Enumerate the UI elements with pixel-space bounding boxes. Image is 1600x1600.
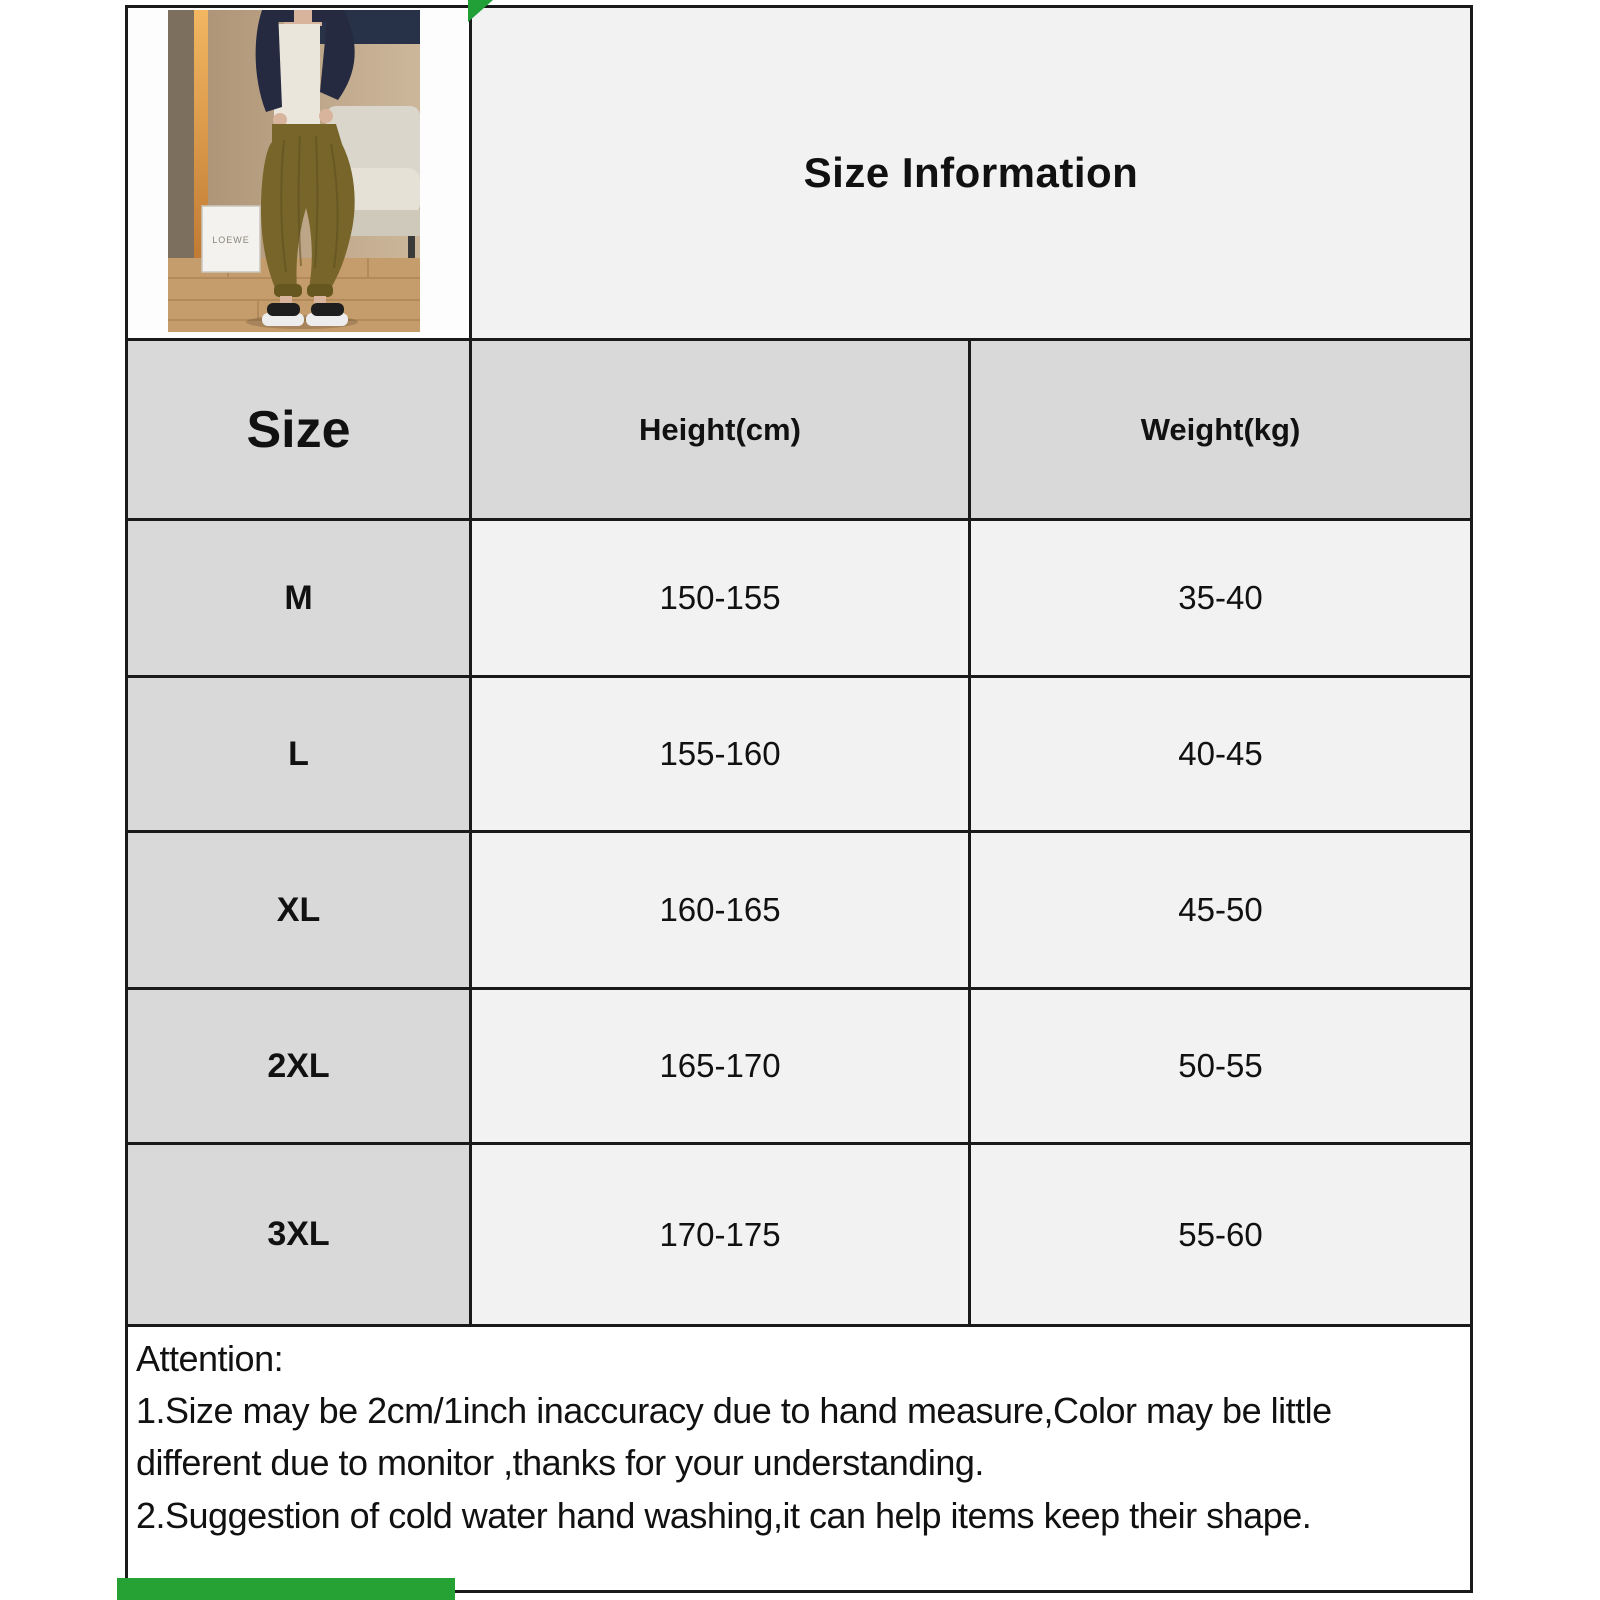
row-2xl-weight: 50-55 — [971, 990, 1470, 1142]
row-l-size: L — [128, 678, 469, 830]
column-header-height: Height(cm) — [472, 341, 968, 518]
column-header-size: Size — [128, 341, 469, 518]
row-xl-height: 160-165 — [472, 833, 968, 987]
page-title: Size Information — [803, 149, 1139, 196]
bag-label: LOEWE — [212, 235, 250, 245]
attention-block — [128, 1327, 1470, 1590]
row-m-size: M — [128, 521, 469, 675]
product-photo-illustration — [168, 10, 420, 332]
attention-note-2: 2.Suggestion of cold water hand washing,it can help items keep their shape. — [136, 1494, 1312, 1536]
row-2xl-height: 165-170 — [472, 990, 968, 1142]
row-xl-size: XL — [128, 833, 469, 987]
wall-panel — [168, 10, 194, 262]
row-xl-weight: 45-50 — [971, 833, 1470, 987]
row-3xl-size: 3XL — [128, 1145, 469, 1324]
title-cell — [472, 8, 1470, 338]
row-3xl-weight: 55-60 — [971, 1145, 1470, 1324]
product-photo-cell — [128, 8, 469, 338]
row-2xl-size: 2XL — [128, 990, 469, 1142]
green-corner-marker-icon — [468, 0, 493, 22]
attention-note-1: 1.Size may be 2cm/1inch inaccuracy due to hand measure,Color may be little different due to monitor ,thanks for your understanding. — [136, 1390, 1332, 1484]
row-3xl-height: 170-175 — [472, 1145, 968, 1324]
row-m-height: 150-155 — [472, 521, 968, 675]
cuff-left — [274, 284, 302, 297]
row-m-weight: 35-40 — [971, 521, 1470, 675]
row-l-weight: 40-45 — [971, 678, 1470, 830]
white-camisole — [274, 24, 320, 124]
product-photo — [168, 10, 420, 332]
cuff-right — [307, 284, 333, 297]
column-header-weight: Weight(kg) — [971, 341, 1470, 518]
size-info-sheet — [125, 5, 1473, 1593]
shopping-bag — [202, 206, 260, 272]
attention-heading: Attention: — [136, 1338, 284, 1379]
hand-right — [319, 109, 333, 123]
green-bottom-bar — [117, 1578, 455, 1600]
row-l-height: 155-160 — [472, 678, 968, 830]
